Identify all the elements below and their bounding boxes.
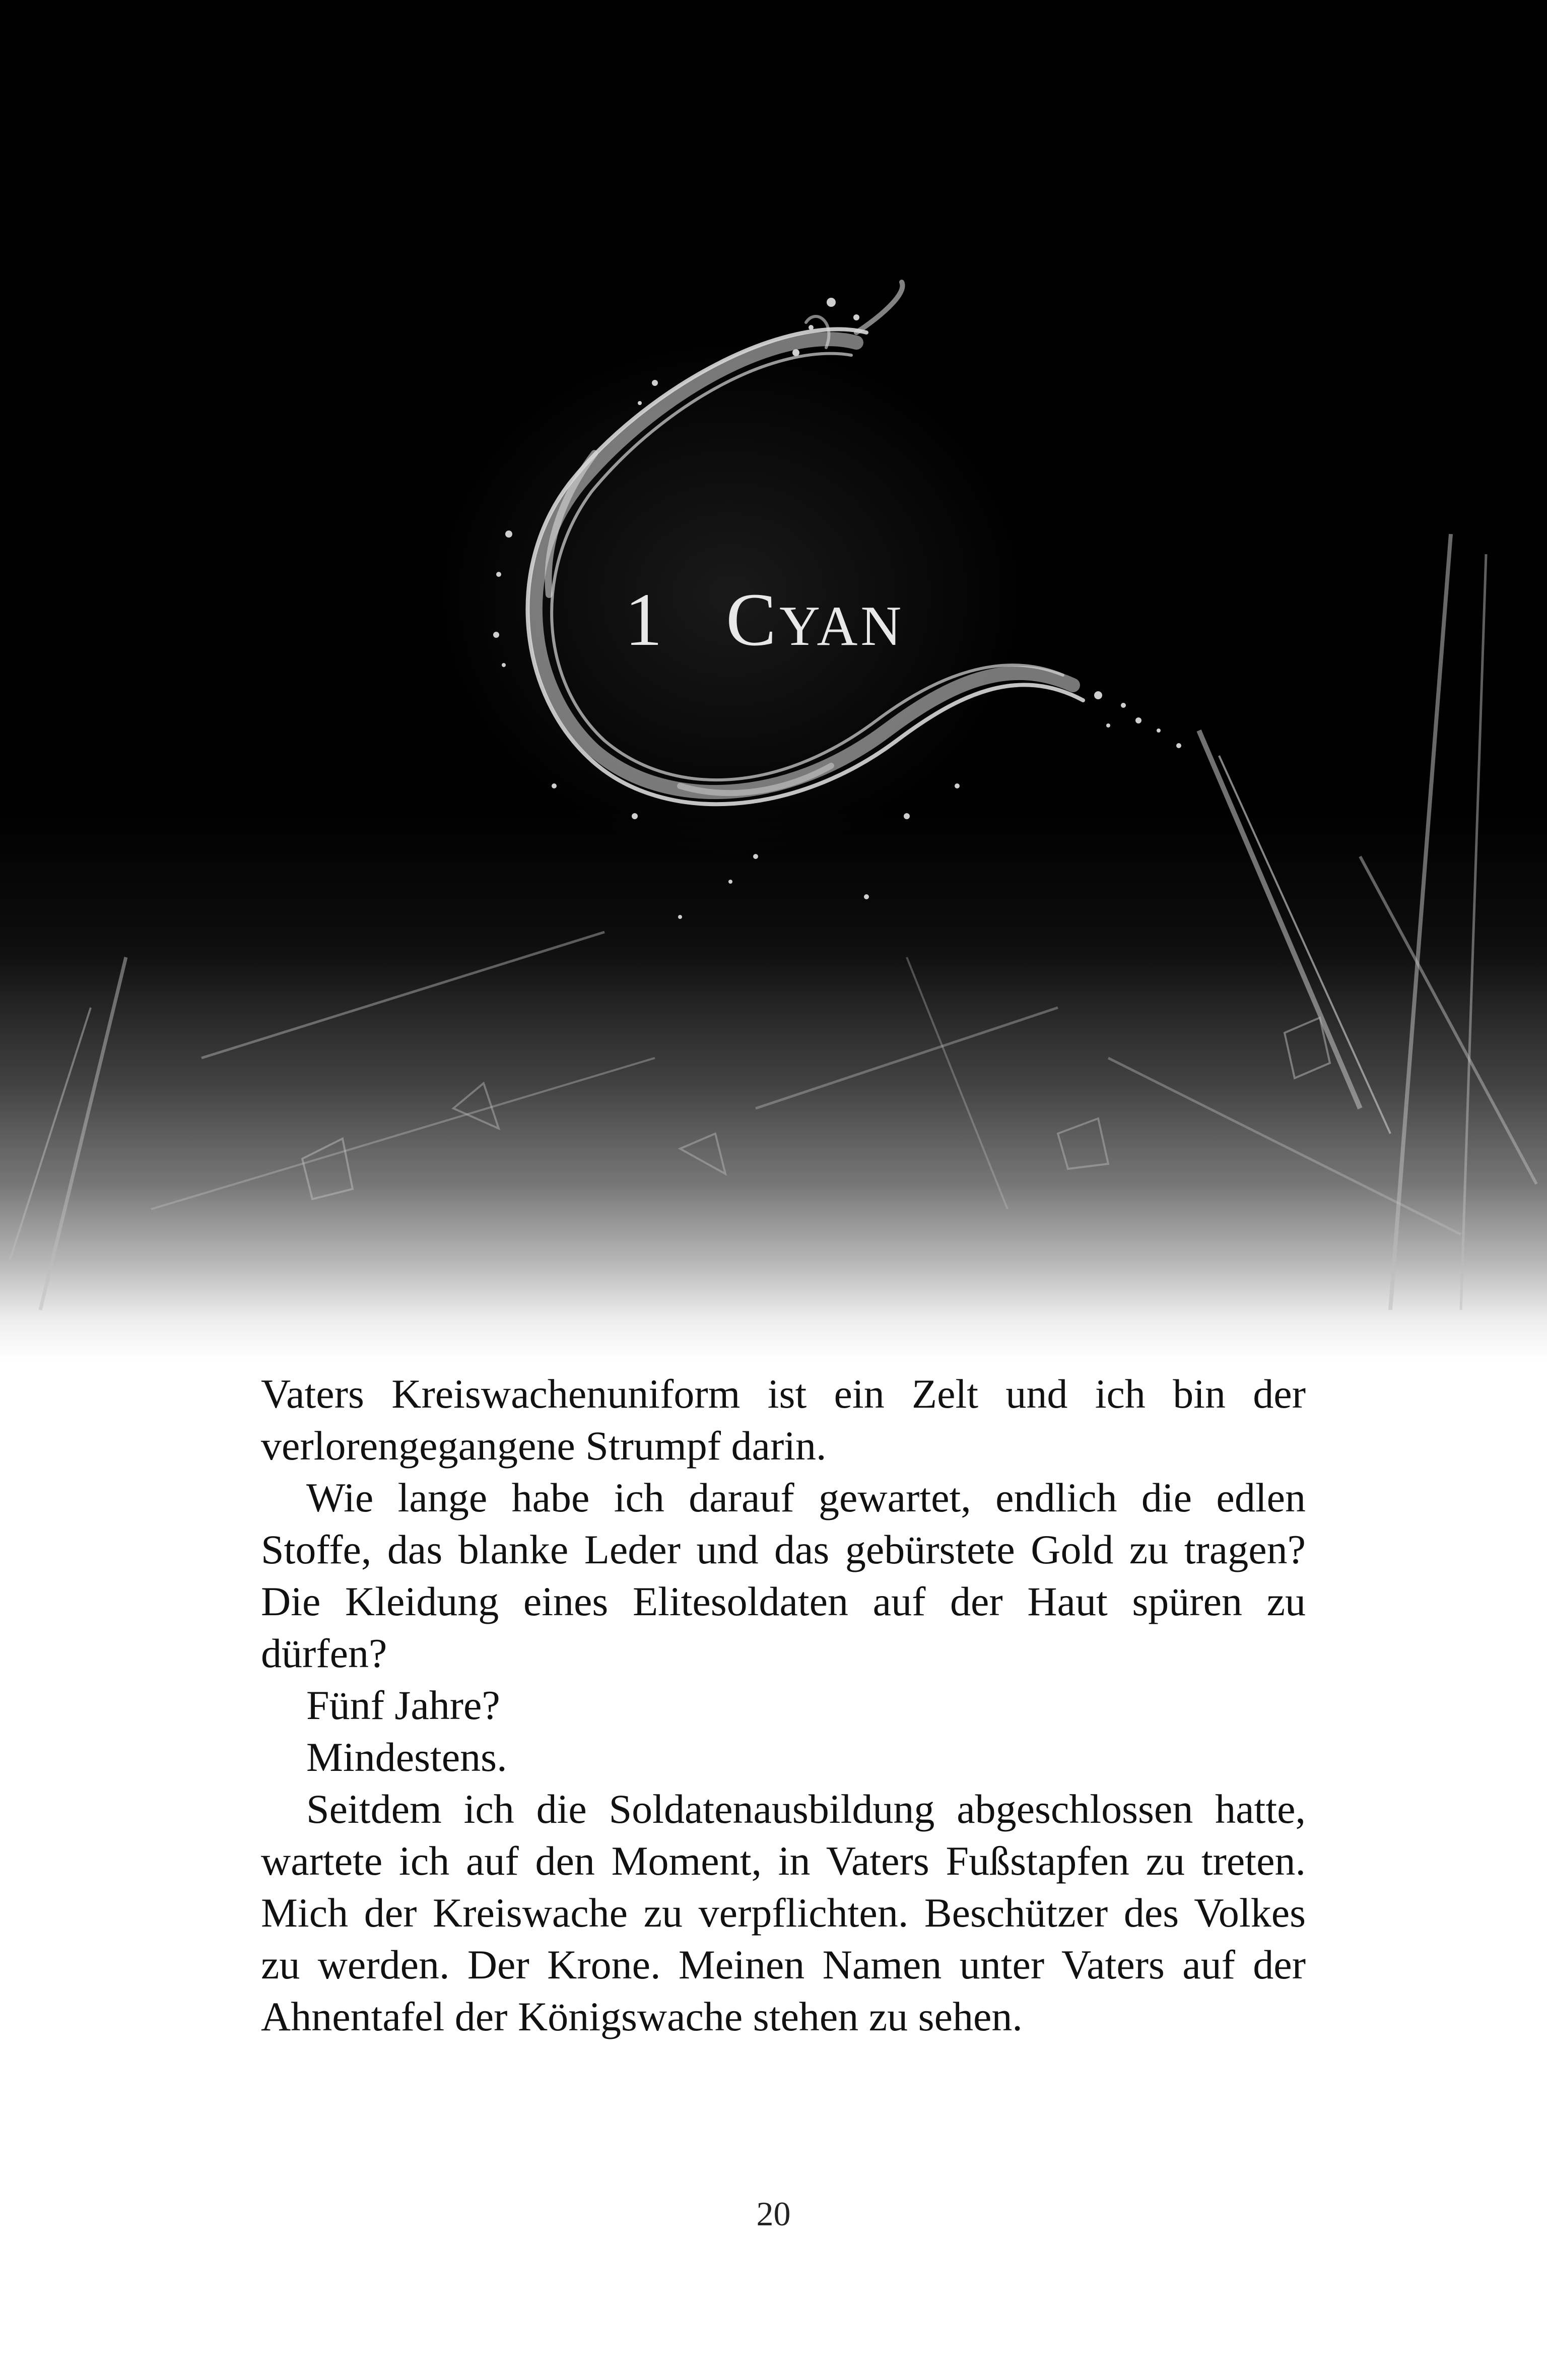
- chapter-title-rest: YAN: [779, 595, 905, 657]
- chapter-title: [625, 578, 905, 662]
- paragraph-4: Mindestens.: [306, 1734, 507, 1780]
- page-number: 20: [756, 2195, 791, 2233]
- paragraph-1: Vaters Kreiswachenuniform ist ein Zelt und ich bin der verlorengegangene Strumpf darin.: [261, 1371, 1306, 1469]
- paragraph-5: Seitdem ich die Soldatenausbildung abgeschlossen hatte, wartete ich auf den Moment, in Vaters Fußstapfen zu treten. Mich der Kreiswache zu verpflichten. Beschützer des Volkes zu werden. Der Krone. Meinen Namen unter Vaters auf der Ahnentafel der Königswache stehen zu sehen.: [261, 1786, 1306, 2039]
- chapter-title-initial: C: [726, 578, 780, 662]
- chapter-number: 1: [625, 578, 665, 662]
- paragraph-3: Fünf Jahre?: [306, 1682, 500, 1728]
- chapter-body-text: [261, 1368, 1306, 2042]
- paragraph-2: Wie lange habe ich darauf gewartet, endlich die edlen Stoffe, das blanke Leder und das gebürstete Gold zu tragen? Die Kleidung eines Elitesoldaten auf der Haut spüren zu dürfen?: [261, 1475, 1306, 1676]
